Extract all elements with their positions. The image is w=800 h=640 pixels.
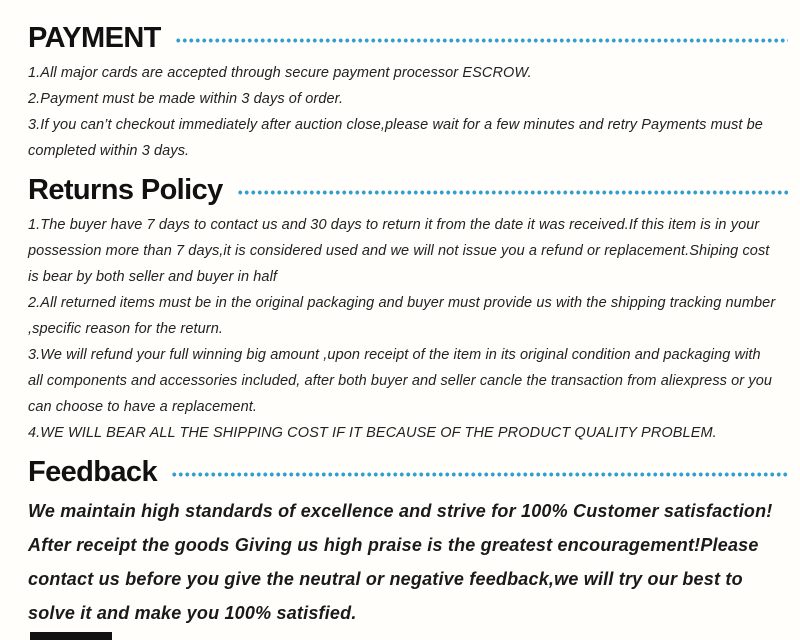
returns-term-4: 4.WE WILL BEAR ALL THE SHIPPING COST IF IT BECAUSE OF THE PRODUCT QUALITY PROBLEM. <box>28 425 717 441</box>
feedback-statement: We maintain high standards of excellence and strive for 100% Customer satisfaction! After receipt the goods Giving us high praise is the greatest encouragement!Please contact us before you give the neutral or negative feedback,we will try our best to solve it and make you 100% satisfied. <box>28 501 773 623</box>
payment-section-header <box>28 20 788 56</box>
returns-policy-section-header <box>28 172 788 208</box>
returns-policy-title: Returns Policy <box>28 174 223 206</box>
returns-term-1: 1.The buyer have 7 days to contact us and 30 days to return it from the date it was received.If this item is in your possession more than 7 days,it is considered used and we will not issue you a refund or replacement.Shiping cost is bear by both seller and buyer in half <box>28 217 770 285</box>
payment-title: PAYMENT <box>28 22 161 54</box>
payment-term-3: 3.If you can’t checkout immediately after auction close,please wait for a few minutes and retry Payments must be completed within 3 days. <box>28 117 763 159</box>
feedback-section <box>28 454 788 630</box>
payment-body <box>28 60 788 164</box>
returns-policy-dotted-divider <box>237 189 788 196</box>
payment-dotted-divider <box>175 37 788 44</box>
feedback-title: Feedback <box>28 456 157 488</box>
feedback-dotted-divider <box>171 471 788 478</box>
feedback-section-header <box>28 454 788 490</box>
returns-term-3: 3.We will refund your full winning big amount ,upon receipt of the item in its original condition and packaging with all components and accessories included, after both buyer and seller cancle the transaction from aliexpress or you can choose to have a replacement. <box>28 347 773 415</box>
returns-term-2: 2.All returned items must be in the original packaging and buyer must provide us with the shipping tracking number ,specific reason for the return. <box>28 295 776 337</box>
payment-term-2: 2.Payment must be made within 3 days of order. <box>28 91 344 107</box>
payment-term-1: 1.All major cards are accepted through secure payment processor ESCROW. <box>28 65 532 81</box>
payment-section <box>28 20 788 164</box>
returns-policy-body <box>28 212 788 446</box>
feedback-body <box>28 494 788 630</box>
returns-policy-section <box>28 172 788 446</box>
cropped-element-bar <box>30 632 112 640</box>
